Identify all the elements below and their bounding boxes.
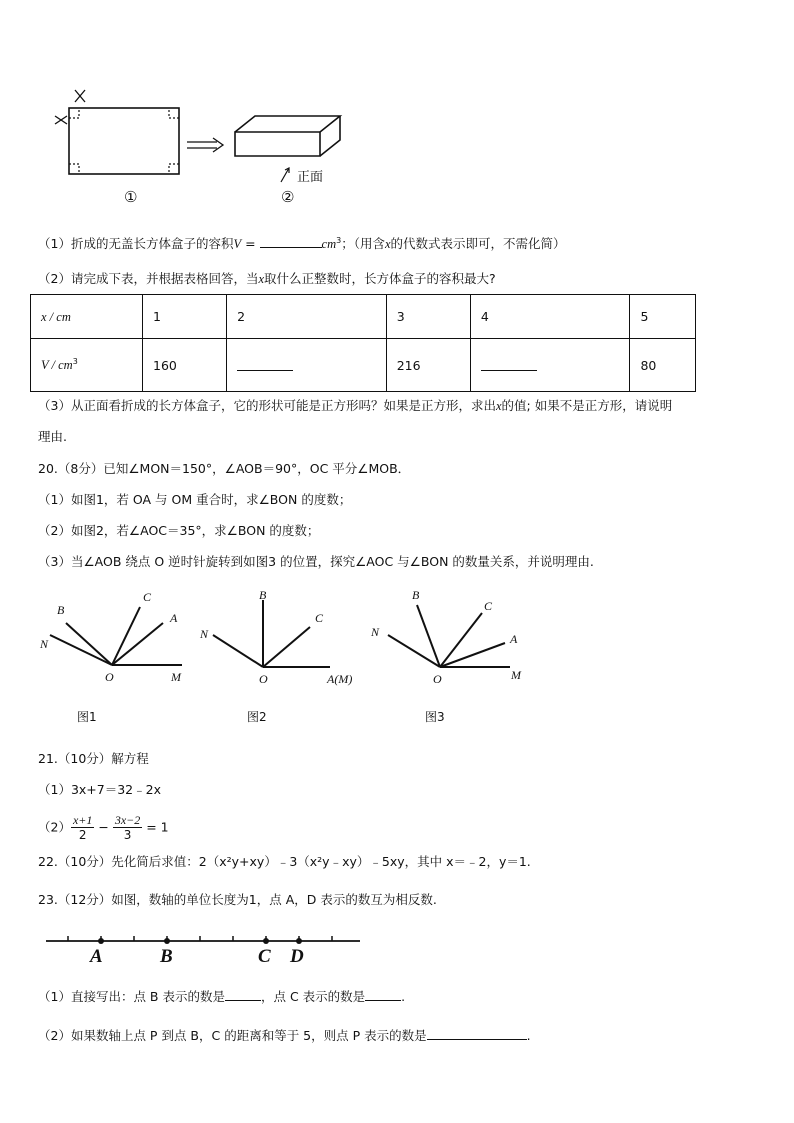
fig1-label-a: A	[170, 611, 178, 625]
fig2-label-b: B	[259, 588, 267, 602]
q19-part2: （2）请完成下表，并根据表格回答，当x取什么正整数时，长方体盒子的容积最大?	[38, 271, 496, 286]
fig1-label-c: C	[143, 590, 152, 604]
table-row	[31, 295, 696, 339]
table-cell-blank[interactable]	[227, 339, 387, 392]
point-c	[263, 938, 269, 944]
number-line-label-a: A	[90, 946, 103, 967]
q20-part1: （1）如图1，若 OA 与 OM 重合时，求∠BON 的度数；	[38, 492, 352, 507]
fig3-label-m: M	[511, 668, 521, 682]
fig1-caption: 图1	[77, 710, 97, 724]
table-cell: 2	[227, 295, 387, 339]
fig2-label-o: O	[259, 672, 268, 686]
x-mark-icon	[55, 90, 85, 124]
angle-figure-2	[195, 585, 365, 685]
fig2-caption: 图2	[247, 710, 267, 724]
fig3-label-a: A	[510, 632, 518, 646]
q21-part2: （2） $\frac{x+1}{2}$ − $\frac{3x-2}{3}$ = 1	[38, 813, 169, 842]
table-cell: 5	[630, 295, 696, 339]
table-cell: 1	[143, 295, 227, 339]
table-cell-blank[interactable]	[470, 339, 630, 392]
figure-marker-2: ②	[281, 188, 295, 206]
q21-part1: （1）3x+7＝32﹣2x	[38, 782, 161, 797]
q23-blank-b[interactable]	[225, 988, 261, 1001]
fig3-caption: 图3	[425, 710, 445, 724]
double-arrow-icon	[187, 138, 223, 152]
fig2-label-c: C	[315, 611, 324, 625]
fig3-label-n: N	[371, 625, 380, 639]
figure-marker-1: ①	[124, 188, 138, 206]
q19-part3: （3）从正面看折成的长方体盒子，它的形状可能是正方形吗？如果是正方形，求出x的值; 如果不是正方形，请说明	[38, 398, 673, 413]
v-header: V / $cm^3$	[31, 339, 143, 392]
q19-answer-blank[interactable]	[260, 235, 322, 248]
fig3-label-c: C	[484, 599, 493, 613]
q20-part2: （2）如图2，若∠AOC＝35°，求∠BON 的度数；	[38, 523, 320, 538]
fraction-1: $\frac{x+1}{2}$	[72, 813, 93, 842]
volume-table	[30, 294, 696, 392]
fig3-label-b: B	[412, 588, 420, 602]
q23-part1: （1）直接写出：点 B 表示的数是 ，点 C 表示的数是 .	[38, 989, 406, 1004]
fraction-2: $\frac{3x-2}{3}$	[114, 813, 141, 842]
q20-stem: 20.（8分）已知∠MON＝150°，∠AOB＝90°，OC 平分∠MOB．	[38, 461, 411, 476]
q19-part3-cont: 理由.	[38, 429, 67, 444]
q23-blank-c[interactable]	[365, 988, 401, 1001]
table-row	[31, 339, 696, 392]
q19-part1: （1）折成的无盖长方体盒子的容积$V = cm^3$；（用含x的代数式表示即可，不需化简）	[38, 236, 566, 252]
fig3-label-o: O	[433, 672, 442, 686]
number-line-label-d: D	[290, 946, 304, 967]
front-arrow-icon	[281, 168, 289, 182]
fig2-label-n: N	[200, 627, 209, 641]
fig2-label-am: A(M)	[327, 672, 353, 686]
cuboid-box	[235, 116, 340, 156]
q23-part2: （2）如果数轴上点 P 到点 B，C 的距离和等于 5，则点 P 表示的数是 .	[38, 1028, 531, 1043]
point-b	[164, 938, 170, 944]
table-cell: 3	[386, 295, 470, 339]
number-line-label-c: C	[258, 946, 271, 967]
table-cell: 160	[143, 339, 227, 392]
box-front-label: 正面	[297, 170, 324, 185]
fig1-label-n: N	[40, 637, 49, 651]
table-cell: 216	[386, 339, 470, 392]
table-cell: 4	[470, 295, 630, 339]
fig1-label-o: O	[105, 670, 114, 684]
table-cell: 80	[630, 339, 696, 392]
q20-part3: （3）当∠AOB 绕点 O 逆时针旋转到如图3 的位置，探究∠AOC 与∠BON 的数量关系，并说明理由.	[38, 554, 594, 569]
q23-blank-p[interactable]	[427, 1027, 527, 1040]
q23-stem: 23.（12分）如图，数轴的单位长度为1，点 A，D 表示的数互为相反数.	[38, 892, 437, 907]
x-header: x / cm	[31, 295, 143, 339]
q22-text: 22.（10分）先化简后求值：2（x²y+xy）﹣3（x²y﹣xy）﹣5xy，其中 x＝﹣2，y＝1.	[38, 854, 531, 869]
corner-cut-marks	[69, 108, 179, 174]
paper-box-figure	[45, 88, 345, 213]
point-a	[98, 938, 104, 944]
q21-stem: 21.（10分）解方程	[38, 751, 149, 766]
fig1-label-m: M	[171, 670, 181, 684]
paper-rectangle	[69, 108, 179, 174]
number-line-label-b: B	[160, 946, 173, 967]
point-d	[296, 938, 302, 944]
fig1-label-b: B	[57, 603, 65, 617]
